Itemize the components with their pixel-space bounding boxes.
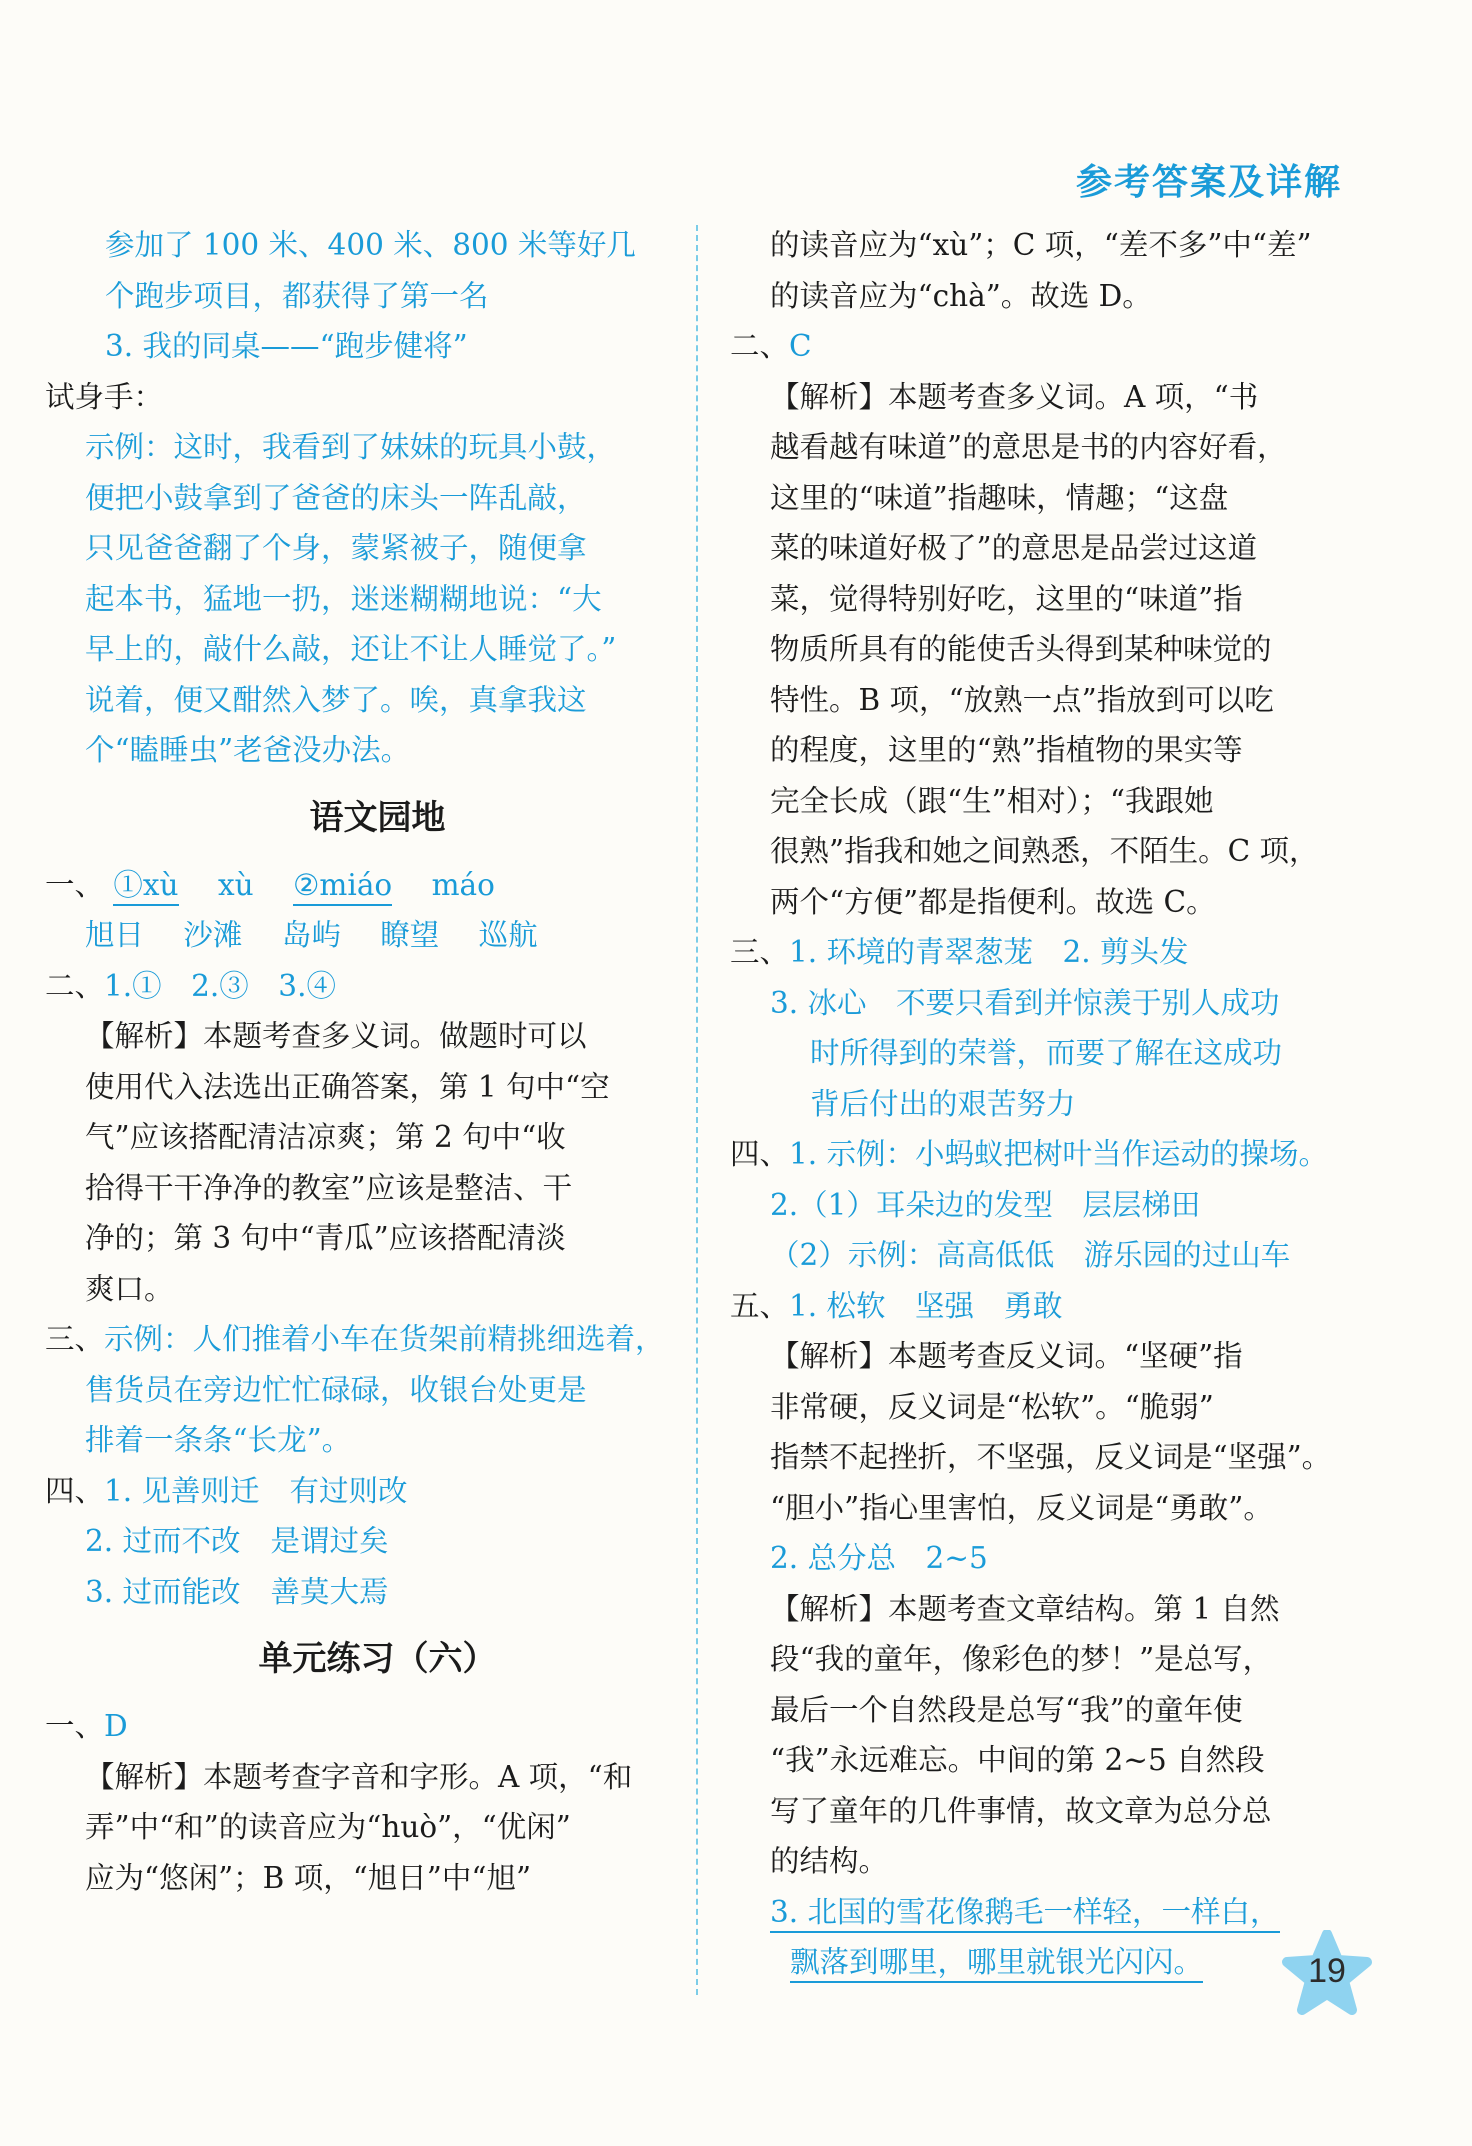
analysis-line: 写了童年的几件事情，故文章为总分总 — [770, 1793, 1272, 1828]
answer: 1. 松软 坚强 勇敢 — [789, 1288, 1063, 1323]
word: 瞭望 — [380, 918, 440, 952]
answer-line: 参加了 100 米、400 米、800 米等好几 — [105, 228, 636, 262]
section-title-unit: 单元练习（六） — [258, 1639, 497, 1679]
answer-line — [45, 1567, 670, 1618]
analysis-line: 这里的“味道”指趣味，情趣；“这盘 — [770, 480, 1229, 515]
answer: 2. 过而不改 — [85, 1524, 241, 1558]
answer-line — [730, 1937, 1350, 1988]
analysis-line: “胆小”指心里害怕，反义词是“勇敢”。 — [770, 1490, 1273, 1525]
question-number: 三、 — [45, 1322, 105, 1356]
answer-line: 3. 我的同桌——“跑步健将” — [105, 329, 468, 363]
question-number: 三、 — [730, 935, 790, 969]
section-title-garden: 语文园地 — [309, 797, 446, 838]
question-number: 五、 — [730, 1288, 790, 1323]
answer: 有过则改 — [289, 1473, 408, 1508]
unit-q2 — [730, 321, 1350, 372]
analysis-line: 弄”中“和”的读音应为“huò”，“优闲” — [85, 1810, 571, 1844]
answer: 示例：人们推着小车在货架前精挑细选着， — [104, 1322, 665, 1356]
word: 岛屿 — [281, 918, 341, 952]
analysis-line: 的结构。 — [770, 1844, 889, 1878]
answer: 是谓过矣 — [270, 1524, 389, 1558]
unit-q1 — [45, 1701, 670, 1752]
answer-line: 售货员在旁边忙忙碌碌，收银台处更是 — [85, 1372, 587, 1407]
analysis-line: 使用代入法选出正确答案，第 1 句中“空 — [85, 1069, 610, 1104]
garden-q3 — [45, 1314, 670, 1365]
answer: 1. 见善则迁 — [104, 1473, 260, 1508]
unit-q3 — [730, 927, 1350, 978]
analysis-line: “我”永远难忘。中间的第 2~5 自然段 — [770, 1743, 1265, 1777]
underlined-answer: 飘落到哪里，哪里就银光闪闪。 — [790, 1945, 1203, 1983]
answer-line — [45, 1516, 670, 1567]
analysis-line: 段“我的童年，像彩色的梦！”是总写， — [770, 1642, 1273, 1676]
analysis-line: 菜，觉得特别好吃，这里的“味道”指 — [770, 581, 1243, 616]
right-column — [730, 220, 1350, 1988]
garden-q1 — [45, 860, 670, 911]
answer: 1.① 2.③ 3.④ — [104, 968, 336, 1003]
tryout-line: 早上的，敲什么敲，还让不让人睡觉了。” — [85, 632, 617, 666]
tryout-line: 只见爸爸翻了个身，蒙紧被子，随便拿 — [85, 531, 587, 565]
analysis-line: 【解析】本题考查多义词。做题时可以 — [85, 1019, 587, 1053]
analysis-line: 越看越有味道”的意思是书的内容好看， — [770, 430, 1287, 464]
answer-line: 时所得到的荣誉，而要了解在这成功 — [810, 1036, 1283, 1070]
pinyin-answer: máo — [431, 867, 495, 902]
analysis-line: 【解析】本题考查字音和字形。A 项，“和 — [85, 1759, 633, 1794]
pinyin-answer: ①xù — [113, 868, 178, 906]
answer-line: （2）示例：高高低低 游乐园的过山车 — [770, 1238, 1291, 1272]
analysis-line: 最后一个自然段是总写“我”的童年使 — [770, 1692, 1243, 1727]
page-number: 19 — [1308, 1952, 1346, 1990]
word: 沙滩 — [183, 918, 243, 952]
tryout-label: 试身手： — [45, 379, 164, 414]
analysis-line: 应为“悠闲”；B 项，“旭日”中“旭” — [85, 1860, 532, 1895]
garden-q2 — [45, 961, 670, 1012]
column-divider — [696, 225, 698, 1995]
question-number: 二、 — [45, 968, 105, 1003]
word: 旭日 — [85, 918, 145, 952]
question-number: 四、 — [45, 1473, 105, 1508]
word: 巡航 — [478, 918, 538, 952]
analysis-line: 的程度，这里的“熟”指植物的果实等 — [770, 733, 1243, 767]
question-number: 一、 — [45, 867, 105, 902]
question-number: 二、 — [730, 329, 790, 363]
tryout-line: 个“瞌睡虫”老爸没办法。 — [85, 733, 411, 767]
pinyin-answer: xù — [217, 867, 254, 902]
tryout-line: 便把小鼓拿到了爸爸的床头一阵乱敲， — [85, 480, 587, 515]
answer: C — [789, 329, 812, 363]
answer: 3. 过而能改 — [85, 1574, 241, 1609]
tryout-line: 示例：这时，我看到了妹妹的玩具小鼓， — [85, 430, 617, 464]
left-column — [45, 220, 670, 1903]
unit-q4 — [730, 1129, 1350, 1180]
answer: 1. 环境的青翠葱茏 2. 剪头发 — [789, 935, 1189, 969]
analysis-line: 爽口。 — [85, 1271, 174, 1306]
page-header-title: 参考答案及详解 — [1075, 161, 1342, 203]
answer-line: 2.（1）耳朵边的发型 层层梯田 — [770, 1187, 1201, 1222]
analysis-line: 【解析】本题考查文章结构。第 1 自然 — [770, 1591, 1280, 1626]
analysis-line: 非常硬，反义词是“松软”。“脆弱” — [770, 1389, 1214, 1424]
analysis-line: 拾得干干净净的教室”应该是整洁、干 — [85, 1170, 573, 1205]
answer-line: 排着一条条“长龙”。 — [85, 1423, 352, 1457]
analysis-line: 【解析】本题考查反义词。“坚硬”指 — [770, 1339, 1243, 1373]
analysis-line: 指禁不起挫折，不坚强，反义词是“坚强”。 — [770, 1440, 1332, 1474]
question-number: 四、 — [730, 1137, 790, 1171]
tryout-line: 说着，便又酣然入梦了。唉，真拿我这 — [85, 682, 587, 717]
analysis-line: 的读音应为“chà”。故选 D。 — [770, 278, 1152, 313]
answer: 善莫大焉 — [270, 1574, 389, 1609]
underlined-answer: 3. 北国的雪花像鹅毛一样轻，一样白， — [770, 1895, 1280, 1933]
page-number-badge — [1282, 1930, 1372, 2020]
unit-q5 — [730, 1281, 1350, 1332]
analysis-line: 特性。B 项，“放熟一点”指放到可以吃 — [770, 682, 1274, 717]
answer-line: 个跑步项目，都获得了第一名 — [105, 278, 489, 313]
analysis-line: 两个“方便”都是指便利。故选 C。 — [770, 884, 1216, 919]
answer: D — [104, 1709, 128, 1743]
analysis-line: 气”应该搭配清洁凉爽；第 2 句中“收 — [85, 1120, 566, 1154]
analysis-line: 【解析】本题考查多义词。A 项，“书 — [770, 379, 1259, 414]
analysis-line: 很熟”指我和她之间熟悉，不陌生。C 项， — [770, 834, 1319, 868]
analysis-line: 菜的味道好极了”的意思是品尝过这道 — [770, 531, 1258, 565]
answer: 1. 示例：小蚂蚁把树叶当作运动的操场。 — [789, 1137, 1329, 1171]
pinyin-answer: ②miáo — [293, 868, 392, 906]
analysis-line: 净的；第 3 句中“青瓜”应该搭配清淡 — [85, 1221, 566, 1255]
question-number: 一、 — [45, 1709, 105, 1743]
garden-q1-words — [45, 910, 670, 961]
answer-line: 3. 冰心 不要只看到并惊羡于别人成功 — [770, 985, 1280, 1020]
answer-line: 2. 总分总 2~5 — [770, 1541, 988, 1575]
answer-line: 背后付出的艰苦努力 — [810, 1086, 1076, 1121]
analysis-line: 物质所具有的能使舌头得到某种味觉的 — [770, 632, 1272, 666]
garden-q4 — [45, 1466, 670, 1517]
analysis-line: 完全长成（跟“生”相对）；“我跟她 — [770, 783, 1214, 818]
analysis-line: 的读音应为“xù”；C 项，“差不多”中“差” — [770, 228, 1312, 262]
answer-line — [730, 1887, 1350, 1938]
tryout-line: 起本书，猛地一扔，迷迷糊糊地说：“大 — [85, 581, 602, 616]
